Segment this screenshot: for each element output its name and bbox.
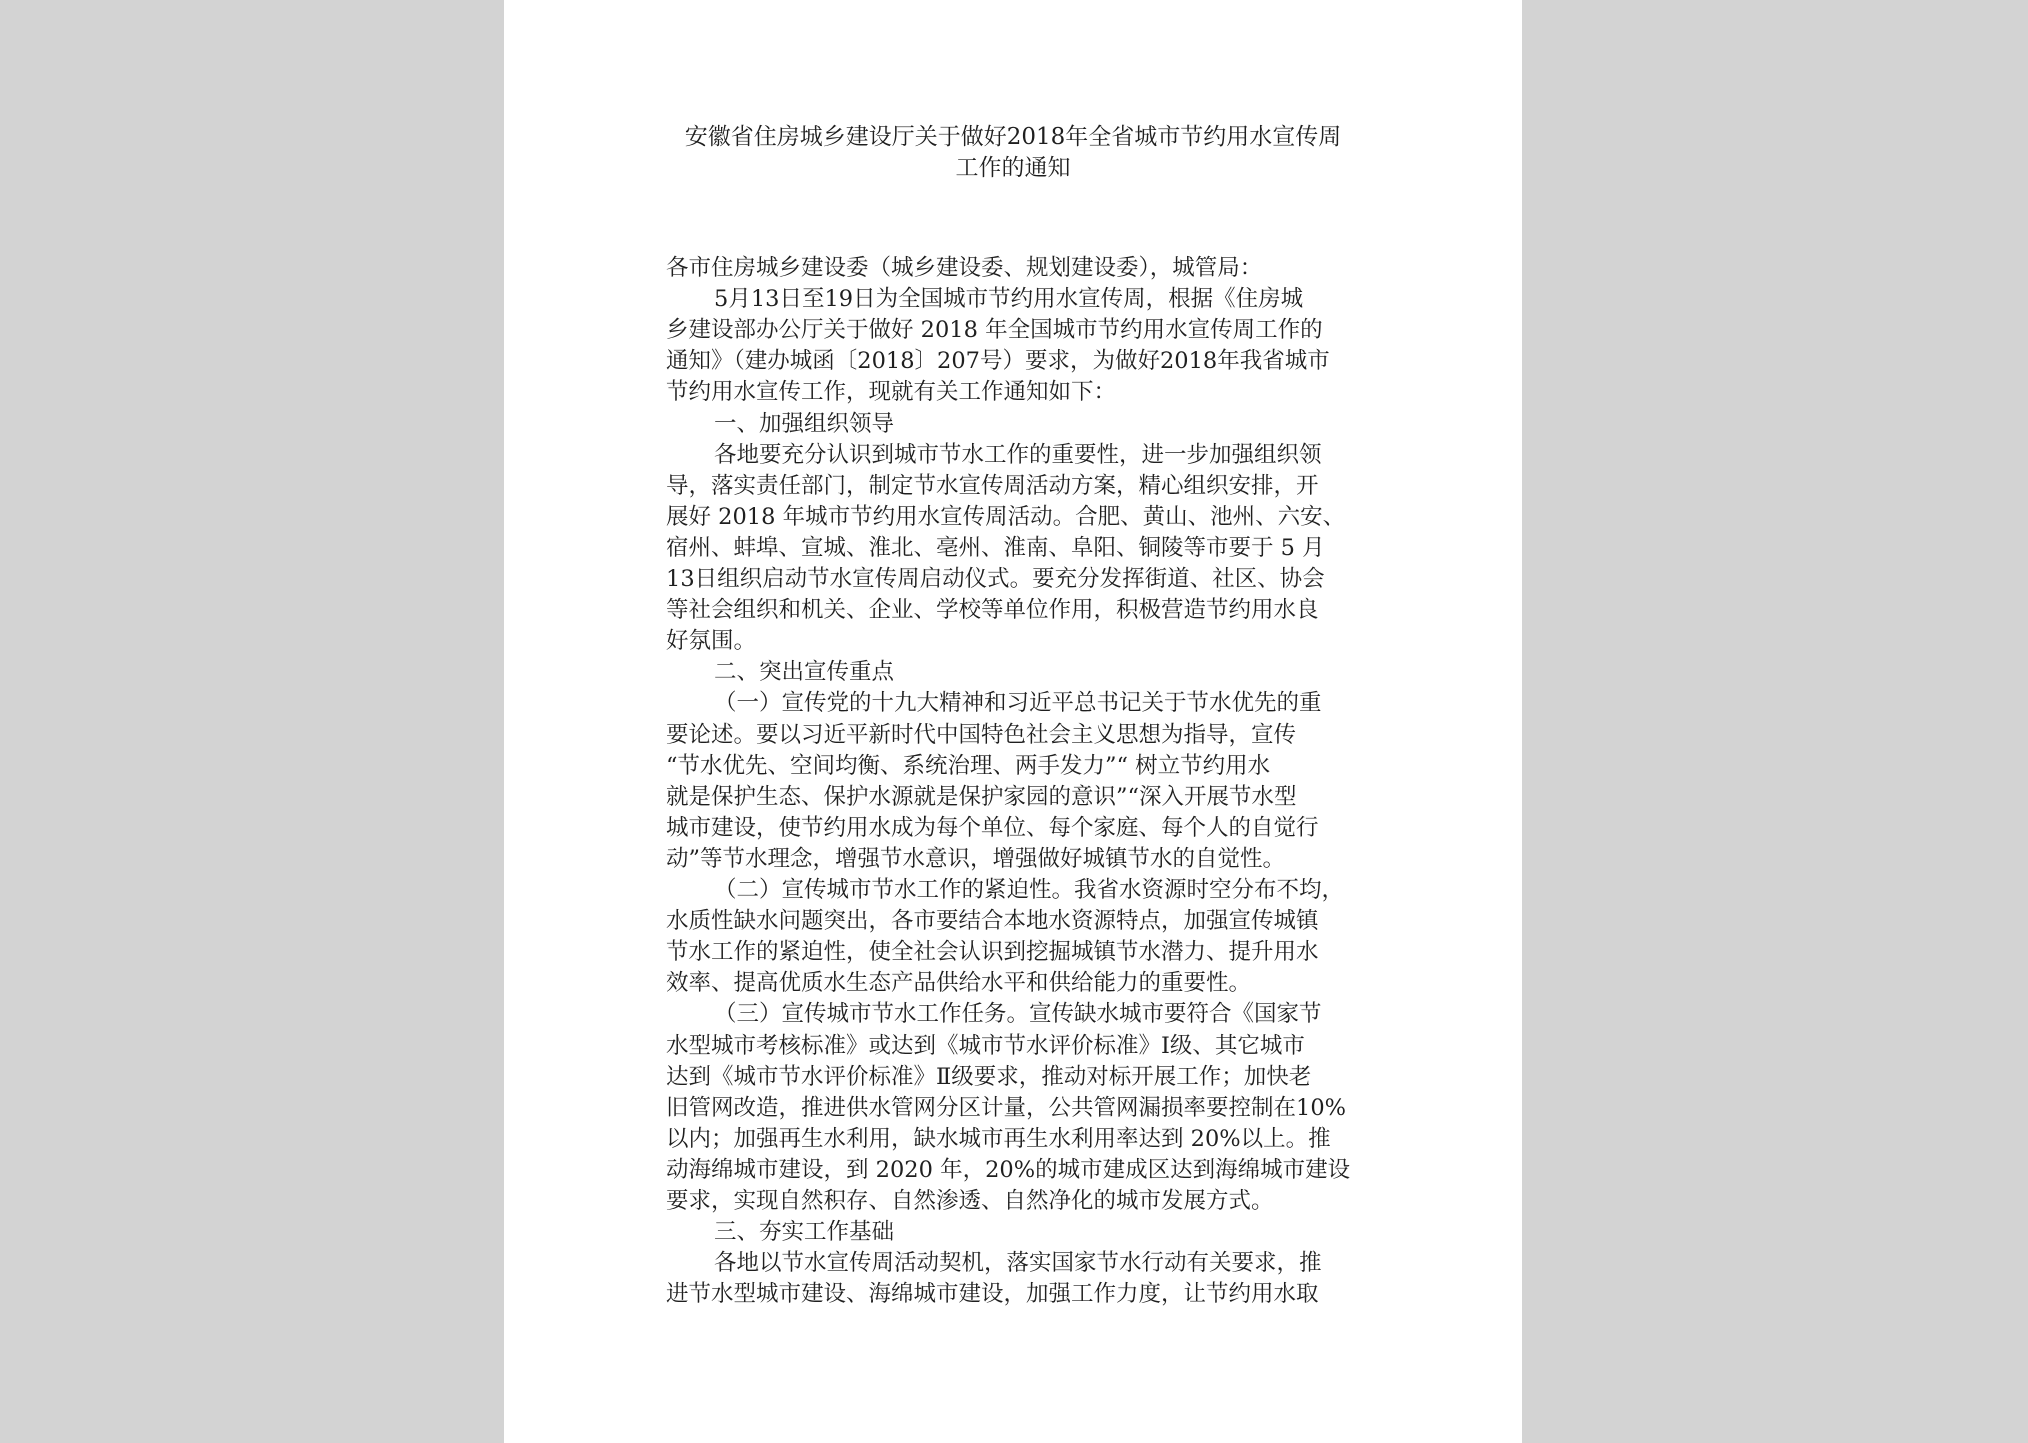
body-line: 导，落实责任部门，制定节水宣传周活动方案，精心组织安排，开	[666, 472, 1319, 499]
body-line: 就是保护生态、保护水源就是保护家园的意识”“深入开展节水型	[666, 783, 1297, 810]
body-line: 动”等节水理念，增强节水意识，增强做好城镇节水的自觉性。	[666, 845, 1286, 872]
body-line: 二、突出宣传重点	[714, 659, 895, 686]
body-line: 各市住房城乡建设委（城乡建设委、规划建设委），城管局：	[666, 255, 1263, 281]
body-line: 节约用水宣传工作，现就有关工作通知如下：	[666, 379, 1117, 406]
body-line: 要求，实现自然积存、自然渗透、自然净化的城市发展方式。	[666, 1188, 1274, 1214]
body-line: 乡建设部办公厅关于做好 2018 年全国城市节约用水宣传周工作的	[666, 317, 1323, 344]
body-line: 以内；加强再生水利用，缺水城市再生水利用率达到 20%以上。推	[666, 1125, 1331, 1152]
body-line: 城市建设，使节约用水成为每个单位、每个家庭、每个人的自觉行	[666, 814, 1319, 841]
body-line: 旧管网改造，推进供水管网分区计量，公共管网漏损率要控制在10%	[666, 1094, 1347, 1121]
body-line: 动海绵城市建设，到 2020 年，20%的城市建成区达到海绵城市建设	[666, 1156, 1351, 1183]
body-line: 效率、提高优质水生态产品供给水平和供给能力的重要性。	[666, 970, 1252, 997]
body-line: （一）宣传党的十九大精神和习近平总书记关于节水优先的重	[714, 690, 1322, 717]
document-title-line-1: 安徽省住房城乡建设厅关于做好2018年全省城市节约用水宣传周	[684, 124, 1342, 150]
body-line: 好氛围。	[666, 628, 757, 655]
body-line: （二）宣传城市节水工作的紧迫性。我省水资源时空分布不均，	[714, 877, 1345, 903]
body-line: 水型城市考核标准》或达到《城市节水评价标准》Ⅰ级、其它城市	[666, 1032, 1305, 1059]
body-line: （三）宣传城市节水工作任务。宣传缺水城市要符合《国家节	[714, 1001, 1322, 1028]
body-line: 宿州、蚌埠、宣城、淮北、亳州、淮南、阜阳、铜陵等市要于 5 月	[666, 534, 1325, 561]
body-line: 三、夯实工作基础	[714, 1219, 895, 1246]
body-line: 各地要充分认识到城市节水工作的重要性，进一步加强组织领	[714, 441, 1322, 468]
body-line: 一、加强组织领导	[714, 410, 895, 437]
body-line: 达到《城市节水评价标准》Ⅱ级要求，推动对标开展工作；加快老	[666, 1063, 1312, 1090]
body-line: “节水优先、空间均衡、系统治理、两手发力”“ 树立节约用水	[666, 752, 1271, 779]
body-line: 进节水型城市建设、海绵城市建设，加强工作力度，让节约用水取	[666, 1281, 1319, 1308]
body-line: 5月13日至19日为全国城市节约用水宣传周，根据《住房城	[714, 286, 1304, 313]
document-title-line-2: 工作的通知	[955, 155, 1071, 181]
body-line: 等社会组织和机关、企业、学校等单位作用，积极营造节约用水良	[666, 597, 1319, 624]
body-line: 节水工作的紧迫性，使全社会认识到挖掘城镇节水潜力、提升用水	[666, 939, 1319, 966]
body-line: 要论述。要以习近平新时代中国特色社会主义思想为指导，宣传	[666, 721, 1297, 748]
document-page	[504, 0, 1522, 1443]
body-line: 通知》（建办城函〔2018〕207号）要求，为做好2018年我省城市	[666, 348, 1330, 375]
body-line: 13日组织启动节水宣传周启动仪式。要充分发挥街道、社区、协会	[666, 566, 1325, 592]
body-line: 各地以节水宣传周活动契机，落实国家节水行动有关要求，推	[714, 1250, 1322, 1277]
body-line: 展好 2018 年城市节约用水宣传周活动。合肥、黄山、池州、六安、	[666, 503, 1346, 530]
body-line: 水质性缺水问题突出，各市要结合本地水资源特点，加强宣传城镇	[666, 908, 1319, 935]
